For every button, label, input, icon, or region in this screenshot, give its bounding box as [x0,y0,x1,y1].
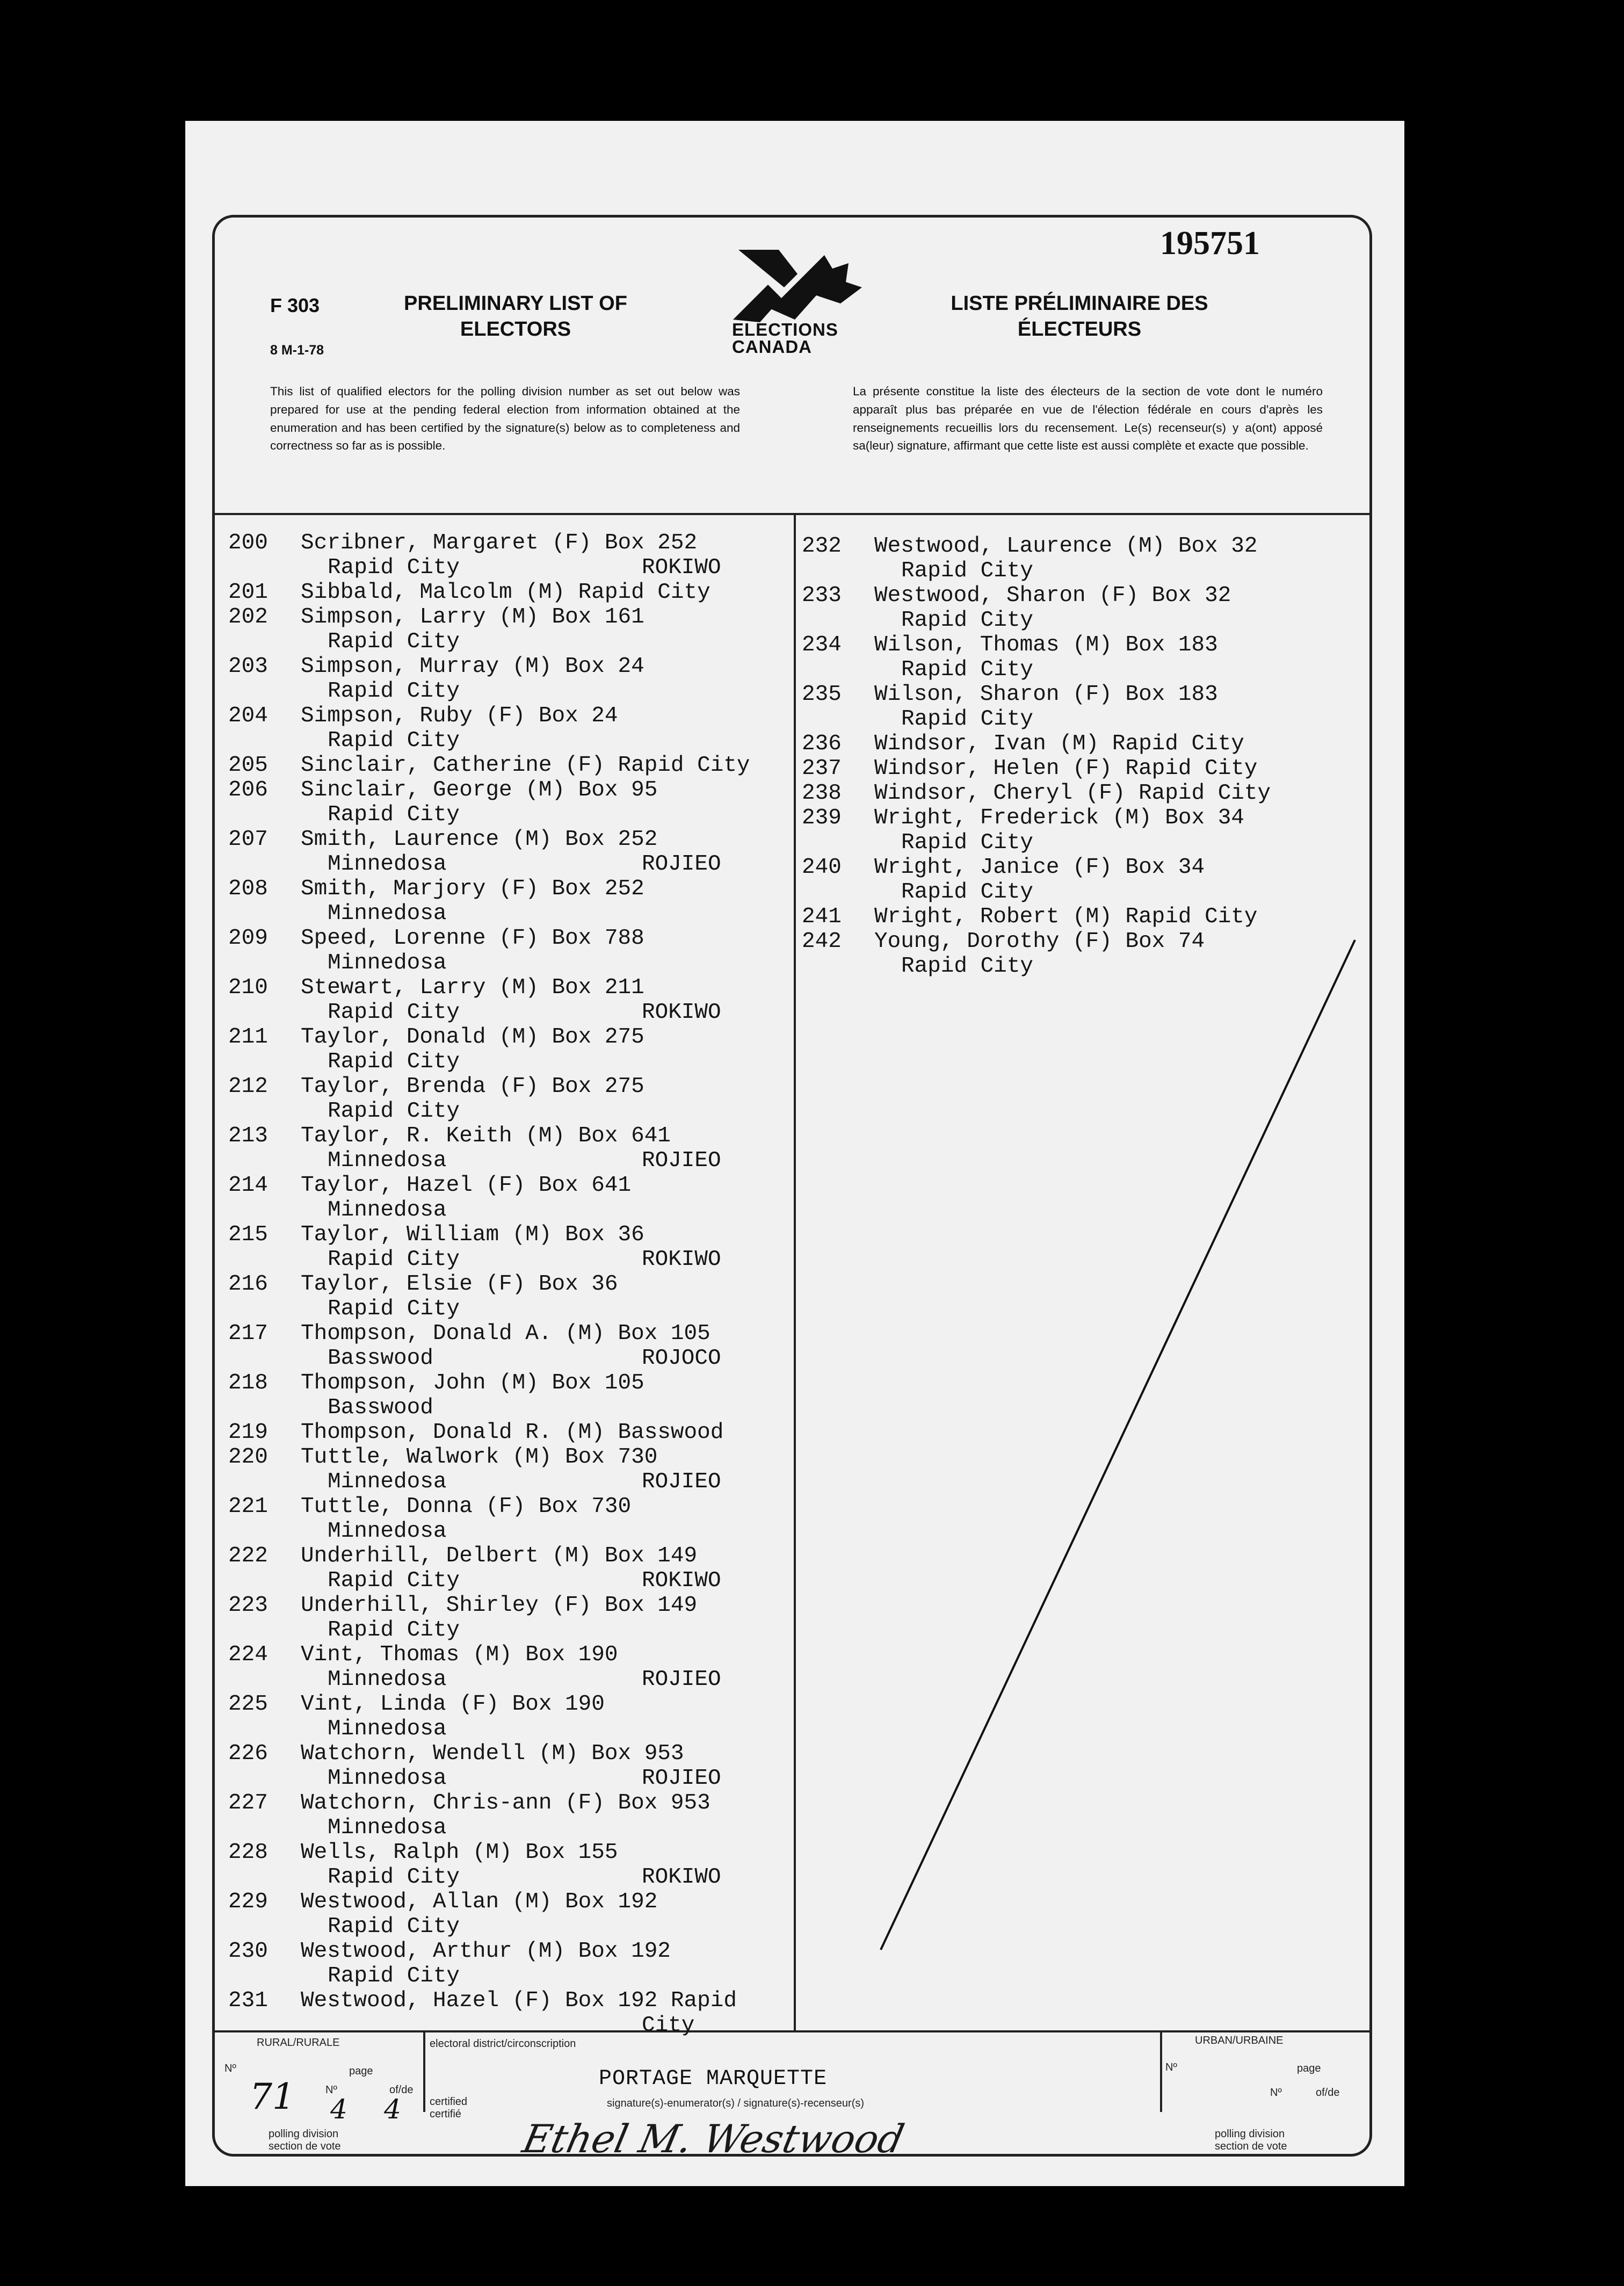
elector-name-address: Sinclair, Catherine (F) Rapid City [301,753,750,778]
elector-number: 220 [228,1445,268,1470]
elector-name-address: Smith, Laurence (M) Box 252 [301,827,658,852]
signature-label: signature(s)-enumerator(s) / signature(s)-recenseur(s) [607,2097,865,2109]
elector-entry [228,654,792,679]
elector-number: 223 [228,1593,268,1618]
elector-entry [228,1222,792,1247]
elector-name-address: Taylor, Elsie (F) Box 36 [301,1272,618,1297]
elector-number: 222 [228,1544,268,1568]
elector-name-address: Thompson, Donald R. (M) Basswood [301,1420,724,1445]
elector-name-address: Stewart, Larry (M) Box 211 [301,975,644,1000]
elector-locality: Rapid City [328,1865,460,1890]
elector-locality: Basswood [328,1346,433,1371]
elector-name-address: Taylor, Brenda (F) Box 275 [301,1074,644,1099]
elector-name-address: Sibbald, Malcolm (M) Rapid City [301,580,711,605]
elector-locality: Minnedosa [328,1470,447,1494]
elector-locality: Minnedosa [328,852,447,877]
elector-locality: Rapid City [901,880,1034,905]
elector-entry-continuation [228,1815,792,1840]
elector-number: 236 [802,732,842,756]
elector-name-address: Tuttle, Walwork (M) Box 730 [301,1445,658,1470]
elector-locality: Basswood [328,1395,433,1420]
elector-number: 208 [228,877,268,901]
elector-name-address: Westwood, Laurence (M) Box 32 [874,534,1258,559]
elector-name-address: Wilson, Sharon (F) Box 183 [874,682,1218,707]
elector-number: 203 [228,654,268,679]
elector-entry [802,756,1360,781]
elector-number: 212 [228,1074,268,1099]
elector-number: 230 [228,1939,268,1964]
elector-name-address: Smith, Marjory (F) Box 252 [301,877,644,901]
elector-number: 219 [228,1420,268,1445]
intro-french: La présente constitue la liste des électeurs de la section de vote dont le numéro apparaît plus bas préparée en vue de l'élection fédérale en cours d'après les renseignements recueillis lors du recensement. Le(s) recenseur(s) y a(ont) apposé sa(leur) signature, affirmant que cette liste est aussi complète et exacte que possible. [853,385,1323,453]
elector-entry-continuation [228,1568,792,1593]
elector-name-address: Wilson, Thomas (M) Box 183 [874,633,1218,657]
elector-entry-continuation [228,1766,792,1791]
elector-entry [228,1494,792,1519]
elector-entry [228,531,792,555]
elector-name-address: Vint, Linda (F) Box 190 [301,1692,605,1717]
elector-entry [802,682,1360,707]
elector-postal-code: ROJIEO [642,1470,721,1494]
elector-entry [802,905,1360,929]
elections-canada-mark [717,244,878,325]
elector-entry-continuation [802,608,1360,633]
elector-entry-continuation [228,1618,792,1643]
elector-entry [228,704,792,728]
elector-locality: Minnedosa [328,1198,447,1222]
elector-locality: Rapid City [328,1247,460,1272]
elector-locality: Rapid City [328,1618,460,1643]
electoral-district-label: electoral district/circonscription [430,2038,576,2050]
rural-no-label: Nº [224,2063,236,2074]
elector-locality: Rapid City [328,1914,460,1939]
elector-entry [228,753,792,778]
urban-of-label: of/de [1316,2087,1340,2099]
title-french [934,291,1224,342]
elector-postal-code: ROJIEO [642,1148,721,1173]
elector-entry [228,1025,792,1050]
elector-name-address: Sinclair, George (M) Box 95 [301,778,658,802]
elector-entry-continuation [228,1148,792,1173]
elector-entry [228,1840,792,1865]
elector-entry-continuation [802,657,1360,682]
elector-number: 238 [802,781,842,806]
elector-number: 202 [228,605,268,630]
elector-locality: Rapid City [901,830,1034,855]
elector-entry-continuation [228,2013,792,2038]
elector-locality: Rapid City [328,728,460,753]
elector-number: 216 [228,1272,268,1297]
elector-entry-continuation [228,679,792,704]
elector-entry-continuation [228,1964,792,1988]
elector-number: 218 [228,1371,268,1395]
header-divider [213,513,1371,515]
title-french-line1: LISTE PRÉLIMINAIRE DES [951,292,1208,315]
elector-name-address: Speed, Lorenne (F) Box 788 [301,926,644,951]
elector-name-address: Windsor, Helen (F) Rapid City [874,756,1258,781]
urban-page-label: page [1297,2063,1321,2074]
footer-rule-1 [423,2031,425,2112]
elector-entry [228,1890,792,1914]
elector-name-address: Windsor, Ivan (M) Rapid City [874,732,1244,756]
elector-name-address: Wells, Ralph (M) Box 155 [301,1840,618,1865]
elector-locality: Rapid City [901,559,1034,583]
elector-entry-continuation [802,830,1360,855]
title-english-line2: ELECTORS [460,317,571,341]
elector-name-address: Underhill, Delbert (M) Box 149 [301,1544,698,1568]
elector-locality: Rapid City [328,1099,460,1124]
elector-entry [228,877,792,901]
elector-number: 232 [802,534,842,559]
elector-locality: Rapid City [328,1050,460,1074]
elector-number: 225 [228,1692,268,1717]
elector-entry [228,1371,792,1395]
rural-of-label: of/de [389,2084,414,2096]
intro-english: This list of qualified electors for the polling division number as set out below was prepared for use at the pending federal election from information obtained at the enumeration and has been certified by the signature(s) below as to completeness and correctness so far as is possible. [270,385,740,453]
elector-number: 241 [802,905,842,929]
urban-polling-division-label [1215,2128,1287,2153]
serial-number: 195751 [1160,225,1260,262]
elector-locality: Rapid City [328,1568,460,1593]
polling-division-label [269,2128,341,2153]
elector-name-address: Tuttle, Donna (F) Box 730 [301,1494,632,1519]
elector-entry [228,827,792,852]
elector-name-address: Westwood, Arthur (M) Box 192 [301,1939,671,1964]
elector-name-address: Westwood, Hazel (F) Box 192 Rapid [301,1988,737,2013]
elector-entry-continuation [228,1519,792,1544]
logo-elections: ELECTIONS [732,320,838,339]
elector-entry [802,781,1360,806]
elector-entry [802,855,1360,880]
elector-entry-continuation [228,901,792,926]
elector-name-address: Wright, Robert (M) Rapid City [874,905,1258,929]
elector-entry-continuation [228,1717,792,1741]
polling-division-label-fr: section de vote [269,2140,341,2152]
elector-number: 213 [228,1124,268,1148]
elector-number: 201 [228,580,268,605]
elector-number: 204 [228,704,268,728]
elector-entry [802,534,1360,559]
urban-no-label-2: Nº [1270,2087,1282,2099]
elector-entry [228,778,792,802]
elector-entry-continuation [228,1198,792,1222]
elector-number: 224 [228,1643,268,1667]
elector-name-address: Thompson, John (M) Box 105 [301,1371,644,1395]
elector-entry [802,806,1360,830]
elector-number: 200 [228,531,268,555]
elector-number: 229 [228,1890,268,1914]
elector-locality: Rapid City [901,608,1034,633]
elector-name-address: Watchorn, Wendell (M) Box 953 [301,1741,684,1766]
title-english-line1: PRELIMINARY LIST OF [404,292,627,315]
elector-name-address: Scribner, Margaret (F) Box 252 [301,531,698,555]
elector-entry [228,1988,792,2013]
elector-name-address: Westwood, Allan (M) Box 192 [301,1890,658,1914]
certified-label [430,2096,467,2121]
elector-postal-code: City [642,2013,695,2038]
polling-division-number: 71 [250,2076,295,2117]
elector-number: 221 [228,1494,268,1519]
elector-entry [802,583,1360,608]
elector-locality: Minnedosa [328,1815,447,1840]
rural-no-label-2: Nº [325,2084,337,2096]
elector-number: 234 [802,633,842,657]
elector-name-address: Taylor, R. Keith (M) Box 641 [301,1124,671,1148]
elector-entry [228,1074,792,1099]
elector-number: 207 [228,827,268,852]
elector-number: 209 [228,926,268,951]
elector-number: 217 [228,1321,268,1346]
elector-entry-continuation [228,1914,792,1939]
elector-postal-code: ROKIWO [642,1247,721,1272]
elector-entry-continuation [802,559,1360,583]
elector-entry-continuation [228,1470,792,1494]
elector-entry [228,1173,792,1198]
elector-entry-continuation [228,1000,792,1025]
elector-entry-continuation [228,1050,792,1074]
elector-entry-continuation [228,1099,792,1124]
title-french-line2: ÉLECTEURS [1017,317,1142,341]
enumerator-signature: Ethel M. Westwood [519,2116,908,2161]
elector-number: 233 [802,583,842,608]
elector-number: 227 [228,1791,268,1815]
elector-entry [228,580,792,605]
elector-entry [802,633,1360,657]
elector-name-address: Taylor, William (M) Box 36 [301,1222,644,1247]
elector-number: 211 [228,1025,268,1050]
elector-number: 242 [802,929,842,954]
elector-name-address: Taylor, Donald (M) Box 275 [301,1025,644,1050]
elector-entry [228,1643,792,1667]
elector-name-address: Thompson, Donald A. (M) Box 105 [301,1321,711,1346]
urban-label: URBAN/URBAINE [1195,2035,1284,2046]
elector-name-address: Simpson, Murray (M) Box 24 [301,654,644,679]
elector-locality: Rapid City [328,1000,460,1025]
elector-entry-continuation [802,880,1360,905]
page-number: 4 [330,2094,347,2125]
elector-entry-continuation [228,802,792,827]
elector-postal-code: ROKIWO [642,1568,721,1593]
elector-entry-continuation [802,707,1360,732]
elector-number: 235 [802,682,842,707]
elector-entry [228,1692,792,1717]
elector-list-right [802,534,1360,979]
polling-division-label-en: polling division [269,2128,339,2140]
elector-locality: Minnedosa [328,1717,447,1741]
elector-name-address: Vint, Thomas (M) Box 190 [301,1643,618,1667]
rural-label: RURAL/RURALE [257,2037,340,2049]
elector-number: 210 [228,975,268,1000]
elector-entry-continuation [228,1247,792,1272]
elector-entry-continuation [228,1346,792,1371]
elector-entry [228,1321,792,1346]
elector-name-address: Wright, Janice (F) Box 34 [874,855,1205,880]
elector-entry [228,605,792,630]
elector-postal-code: ROJIEO [642,852,721,877]
elector-number: 205 [228,753,268,778]
elector-locality: Rapid City [901,954,1034,979]
footer-rule-2 [1160,2031,1162,2112]
elector-locality: Rapid City [328,630,460,654]
elector-entry-continuation [228,1865,792,1890]
elector-name-address: Simpson, Larry (M) Box 161 [301,605,644,630]
page-of-number: 4 [384,2094,401,2125]
elector-locality: Minnedosa [328,1148,447,1173]
elector-name-address: Young, Dorothy (F) Box 74 [874,929,1205,954]
title-english [376,291,655,342]
elector-name-address: Windsor, Cheryl (F) Rapid City [874,781,1271,806]
elector-postal-code: ROKIWO [642,1865,721,1890]
elector-locality: Rapid City [901,657,1034,682]
electoral-district-name: PORTAGE MARQUETTE [599,2067,828,2091]
rural-page-label: page [349,2065,373,2077]
elector-locality: Minnedosa [328,1519,447,1544]
elections-canada-logo [717,244,878,357]
elector-locality: Rapid City [901,707,1034,732]
elector-number: 228 [228,1840,268,1865]
elector-postal-code: ROJIEO [642,1667,721,1692]
elector-locality: Rapid City [328,555,460,580]
urban-polling-division-label-fr: section de vote [1215,2140,1287,2152]
elector-postal-code: ROJIEO [642,1766,721,1791]
elector-locality: Minnedosa [328,901,447,926]
elector-list-left [228,531,792,2038]
elector-name-address: Watchorn, Chris-ann (F) Box 953 [301,1791,711,1815]
elector-entry-continuation [228,1667,792,1692]
elector-entry-continuation [228,630,792,654]
elector-locality: Minnedosa [328,1766,447,1791]
elector-name-address: Simpson, Ruby (F) Box 24 [301,704,618,728]
logo-canada: CANADA [732,337,812,357]
elector-name-address: Underhill, Shirley (F) Box 149 [301,1593,698,1618]
certified-label-en: certified [430,2096,468,2108]
elector-entry-continuation [228,555,792,580]
elector-number: 214 [228,1173,268,1198]
elector-entry-continuation [228,728,792,753]
elector-number: 206 [228,778,268,802]
elector-entry [228,1939,792,1964]
elector-entry [228,1272,792,1297]
elector-entry [228,926,792,951]
elector-postal-code: ROKIWO [642,1000,721,1025]
elector-name-address: Westwood, Sharon (F) Box 32 [874,583,1231,608]
elector-number: 240 [802,855,842,880]
elector-locality: Rapid City [328,679,460,704]
elector-number: 231 [228,1988,268,2013]
elector-entry-continuation [228,1297,792,1321]
elector-entry [228,1593,792,1618]
elector-entry-continuation [228,852,792,877]
certified-label-fr: certifié [430,2108,461,2120]
elector-number: 237 [802,756,842,781]
elector-locality: Rapid City [328,802,460,827]
form-date: 8 M-1-78 [270,343,324,358]
elector-locality: Rapid City [328,1297,460,1321]
elector-locality: Minnedosa [328,951,447,975]
elector-entry [228,1791,792,1815]
elector-entry [228,975,792,1000]
elector-entry [802,732,1360,756]
elector-entry [228,1544,792,1568]
elector-entry [228,1741,792,1766]
elector-locality: Rapid City [328,1964,460,1988]
elector-entry-continuation [228,951,792,975]
elector-postal-code: ROJOCO [642,1346,721,1371]
cancel-diagonal-line [795,935,1372,2030]
elector-name-address: Wright, Frederick (M) Box 34 [874,806,1244,830]
elector-number: 215 [228,1222,268,1247]
elector-locality: Minnedosa [328,1667,447,1692]
elector-entry-continuation [228,1395,792,1420]
elector-entry [228,1124,792,1148]
form-code: F 303 [270,294,320,316]
elector-name-address: Taylor, Hazel (F) Box 641 [301,1173,632,1198]
elector-entry [228,1420,792,1445]
urban-polling-division-label-en: polling division [1215,2128,1285,2140]
elector-entry [228,1445,792,1470]
urban-no-label: Nº [1165,2061,1177,2073]
elector-number: 226 [228,1741,268,1766]
elector-postal-code: ROKIWO [642,555,721,580]
elector-number: 239 [802,806,842,830]
